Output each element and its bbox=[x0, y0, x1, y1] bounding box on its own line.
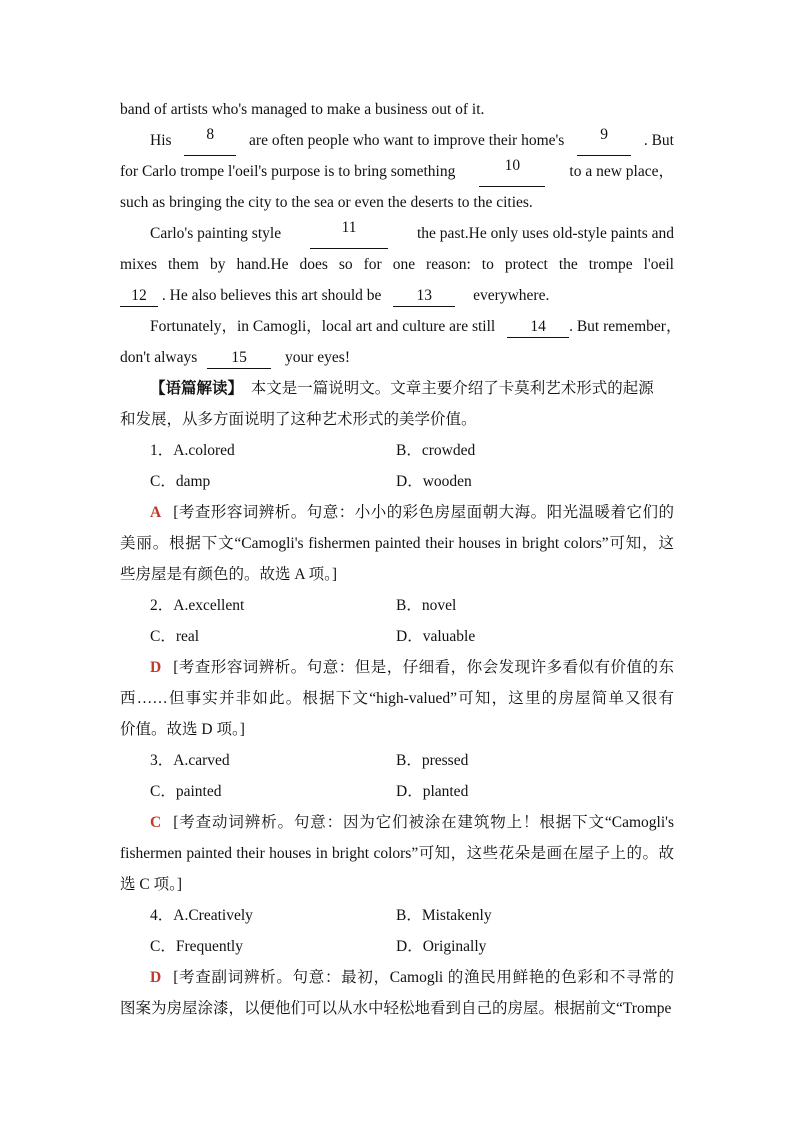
option bbox=[150, 745, 396, 776]
question-number: 1． bbox=[150, 442, 174, 459]
option: B．Mistakenly bbox=[396, 907, 492, 924]
word: does bbox=[299, 256, 328, 273]
word: for bbox=[363, 256, 382, 273]
option: D．wooden bbox=[396, 473, 472, 490]
option-text: A.Creatively bbox=[173, 907, 253, 924]
explanation-text: [考查副词辨析。句意：最初，Camogli 的渔民用鲜艳的色彩和不寻常的 bbox=[173, 969, 674, 986]
answer-letter: C bbox=[150, 814, 162, 831]
passage-line: such as bringing the city to the sea or even the deserts to the cities. bbox=[120, 194, 533, 211]
option-text: A.excellent bbox=[173, 597, 245, 614]
explanation-line bbox=[120, 528, 674, 559]
option: B．crowded bbox=[396, 442, 476, 459]
explanation-text: 价值。故选 D 项。] bbox=[120, 721, 245, 738]
option-text: A.carved bbox=[173, 752, 230, 769]
blank-8: 8 bbox=[184, 125, 236, 156]
explanation-text: 些房屋是有颜色的。故选 A 项。] bbox=[120, 566, 338, 583]
analysis-line bbox=[120, 373, 674, 404]
text-segment: Fortunately，in Camogli，local art and culture are still bbox=[150, 318, 496, 335]
passage-line bbox=[120, 342, 674, 373]
explanation-text: [考查动词辨析。句意：因为它们被涂在建筑物上！根据下文“Camogli's bbox=[173, 814, 674, 831]
explanation-line bbox=[120, 497, 674, 528]
explanation-line bbox=[120, 962, 674, 993]
text-segment: for Carlo trompe l'oeil's purpose is to bring something bbox=[120, 163, 456, 180]
word: them bbox=[168, 256, 199, 273]
option: C．real bbox=[150, 628, 200, 645]
explanation-line bbox=[120, 714, 674, 745]
answer-letter: A bbox=[150, 504, 162, 521]
question-number: 2． bbox=[150, 597, 174, 614]
option bbox=[150, 435, 396, 466]
analysis-text: 本文是一篇说明文。文章主要介绍了卡莫利艺术形式的起源 bbox=[250, 380, 654, 397]
passage-line bbox=[120, 311, 682, 342]
blank-9: 9 bbox=[577, 125, 631, 156]
explanation-line bbox=[120, 559, 674, 590]
option-row bbox=[120, 466, 674, 497]
text-segment: the past.He only uses old-style paints and bbox=[417, 225, 674, 242]
option: D．planted bbox=[396, 783, 469, 800]
option: D．Originally bbox=[396, 938, 487, 955]
blank-15: 15 bbox=[207, 348, 271, 369]
explanation-text: 西……但事实并非如此。根据下文“high-valued”可知，这里的房屋简单又很有 bbox=[120, 690, 674, 707]
blank-10: 10 bbox=[479, 156, 545, 187]
blank-13: 13 bbox=[393, 286, 455, 307]
option: C．painted bbox=[150, 783, 222, 800]
word: by bbox=[209, 256, 226, 273]
option-row bbox=[120, 776, 674, 807]
analysis-line: 和发展，从多方面说明了这种艺术形式的美学价值。 bbox=[120, 411, 477, 428]
explanation-line bbox=[120, 807, 674, 838]
passage-line bbox=[120, 218, 674, 249]
answer-letter: D bbox=[150, 659, 162, 676]
option-row bbox=[120, 621, 674, 652]
option bbox=[150, 900, 396, 931]
question-number: 4． bbox=[150, 907, 174, 924]
blank-14: 14 bbox=[507, 317, 569, 338]
text-segment: your eyes! bbox=[285, 349, 351, 366]
word: mixes bbox=[120, 256, 158, 273]
explanation-text: 图案为房屋涂漆，以便他们可以从水中轻松地看到自己的房屋。根据前文“Trompe bbox=[120, 1000, 672, 1017]
explanation-line bbox=[120, 652, 674, 683]
option-row bbox=[120, 900, 674, 931]
option-row bbox=[120, 745, 674, 776]
passage-line: band of artists who's managed to make a business out of it. bbox=[120, 101, 485, 118]
passage-line bbox=[120, 280, 674, 311]
explanation-line bbox=[120, 683, 674, 714]
text-segment: . But remember， bbox=[569, 318, 682, 335]
explanation-text: [考查形容词辨析。句意：小小的彩色房屋面朝大海。阳光温暖着它们的 bbox=[173, 504, 674, 521]
answer-letter: D bbox=[150, 969, 162, 986]
option: C．damp bbox=[150, 473, 211, 490]
option-row bbox=[120, 931, 674, 962]
option-row bbox=[120, 590, 674, 621]
explanation-line bbox=[120, 838, 674, 869]
explanation-text: [考查形容词辨析。句意：但是，仔细看，你会发现许多看似有价值的东 bbox=[173, 659, 674, 676]
explanation-text: fishermen painted their houses in bright colors”可知，这些花朵是画在屋子上的。故 bbox=[120, 845, 674, 862]
document-page bbox=[120, 94, 682, 1024]
word: reason: bbox=[426, 256, 471, 273]
option-row bbox=[120, 435, 674, 466]
option: B．novel bbox=[396, 597, 457, 614]
word: trompe bbox=[588, 256, 633, 273]
explanation-text: 选 C 项。] bbox=[120, 876, 183, 893]
option: D．valuable bbox=[396, 628, 476, 645]
text-segment: . But bbox=[643, 132, 674, 149]
word: to bbox=[481, 256, 494, 273]
option: C．Frequently bbox=[150, 938, 243, 955]
word: so bbox=[338, 256, 353, 273]
text-segment: everywhere. bbox=[473, 287, 550, 304]
word: l'oeil bbox=[643, 256, 674, 273]
explanation-line bbox=[120, 993, 674, 1024]
word: hand.He bbox=[236, 256, 289, 273]
text-segment: don't always bbox=[120, 349, 198, 366]
passage-line bbox=[120, 156, 674, 187]
explanation-line bbox=[120, 869, 674, 900]
option: B．pressed bbox=[396, 752, 469, 769]
question-number: 3． bbox=[150, 752, 174, 769]
analysis-label: 【语篇解读】 bbox=[150, 380, 244, 397]
text-segment: to a new place， bbox=[569, 163, 674, 180]
option bbox=[150, 590, 396, 621]
word: protect bbox=[504, 256, 548, 273]
passage-line bbox=[120, 249, 674, 280]
question-list bbox=[120, 435, 674, 1024]
text-segment: His bbox=[150, 132, 172, 149]
blank-11: 11 bbox=[310, 218, 388, 249]
text-segment: are often people who want to improve their home's bbox=[249, 132, 565, 149]
explanation-text: 美丽。根据下文“Camogli's fishermen painted their houses in bright colors”可知，这 bbox=[120, 535, 674, 552]
text-segment: . He also believes this art should be bbox=[161, 287, 382, 304]
text-segment: Carlo's painting style bbox=[150, 225, 282, 242]
blank-12: 12 bbox=[120, 286, 158, 307]
option-text: A.colored bbox=[173, 442, 235, 459]
passage-line bbox=[120, 125, 674, 156]
word: one bbox=[392, 256, 416, 273]
word: the bbox=[558, 256, 578, 273]
